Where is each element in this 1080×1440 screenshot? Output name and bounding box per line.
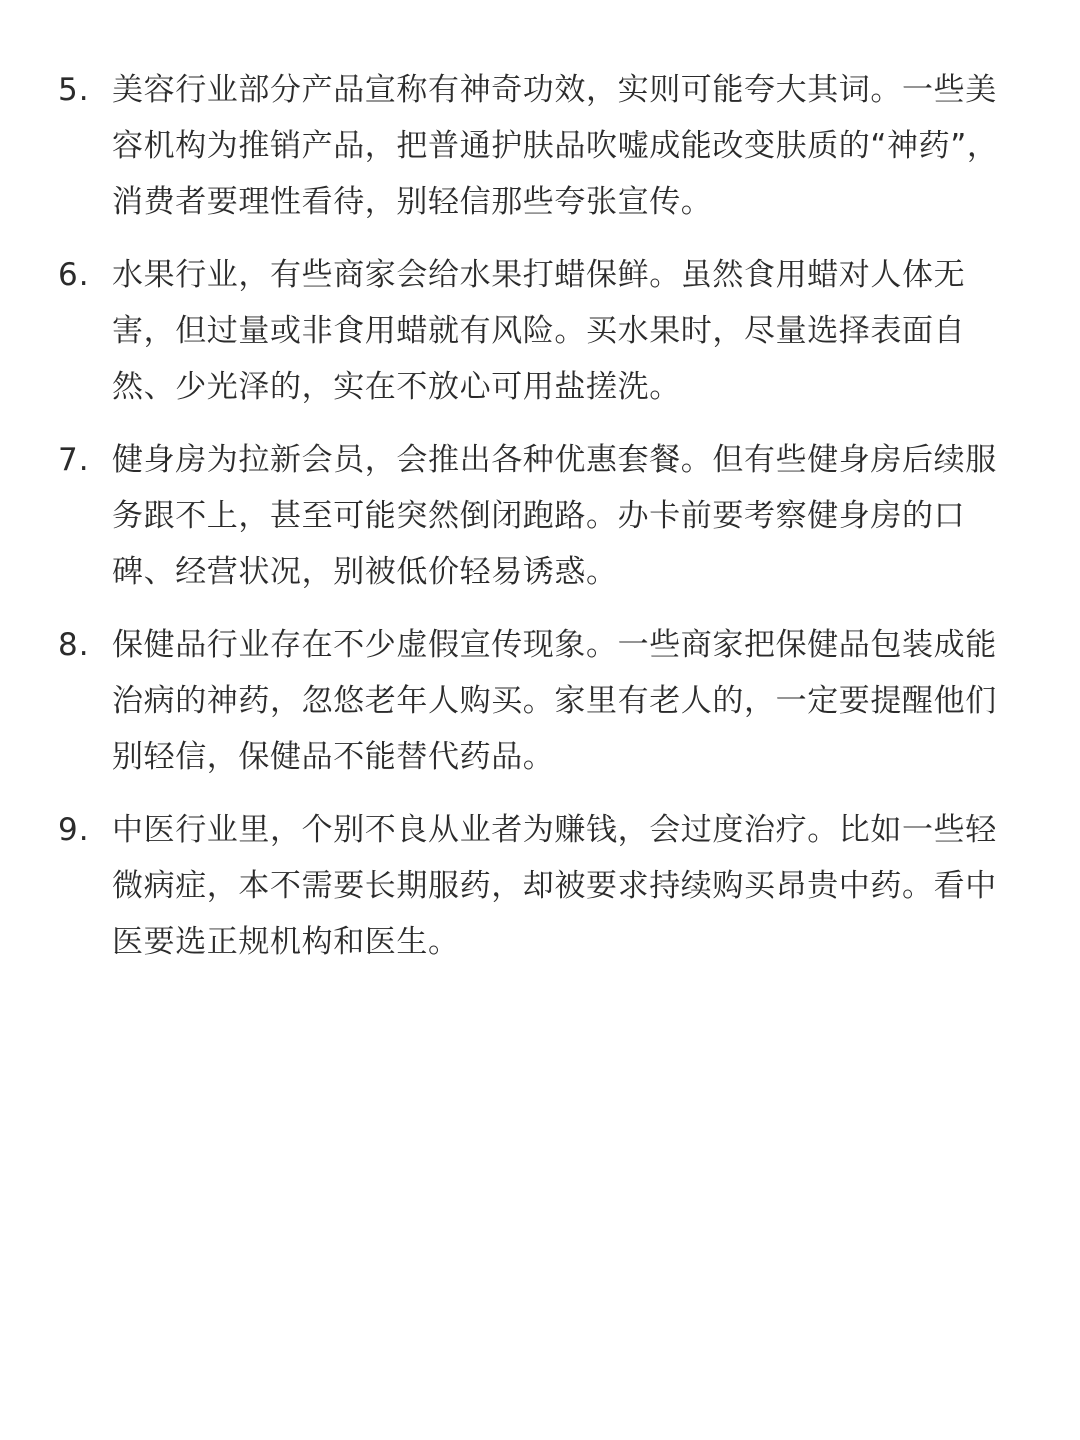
list-item xyxy=(58,62,1010,230)
item-text: 保健品行业存在不少虚假宣传现象。一些商家把保健品包装成能治病的神药，忽悠老年人购买。家里有老人的，一定要提醒他们别轻信，保健品不能替代药品。 xyxy=(112,627,997,775)
item-number: 7. xyxy=(58,442,90,478)
item-number: 5. xyxy=(58,72,90,108)
list-item xyxy=(58,432,1010,600)
item-text: 水果行业，有些商家会给水果打蜡保鲜。虽然食用蜡对人体无害，但过量或非食用蜡就有风险。买水果时，尽量选择表面自然、少光泽的，实在不放心可用盐搓洗。 xyxy=(112,257,966,405)
list-item xyxy=(58,247,1010,415)
item-text: 健身房为拉新会员，会推出各种优惠套餐。但有些健身房后续服务跟不上，甚至可能突然倒闭跑路。办卡前要考察健身房的口碑、经营状况，别被低价轻易诱惑。 xyxy=(112,442,997,590)
item-number: 6. xyxy=(58,257,90,293)
tips-list xyxy=(58,62,1010,970)
item-number: 9. xyxy=(58,812,90,848)
item-text: 美容行业部分产品宣称有神奇功效，实则可能夸大其词。一些美容机构为推销产品，把普通护肤品吹嘘成能改变肤质的“神药”，消费者要理性看待，别轻信那些夸张宣传。 xyxy=(112,72,999,220)
list-item xyxy=(58,802,1010,970)
list-item xyxy=(58,617,1010,785)
item-number: 8. xyxy=(58,627,90,663)
item-text: 中医行业里，个别不良从业者为赚钱，会过度治疗。比如一些轻微病症，本不需要长期服药，却被要求持续购买昂贵中药。看中医要选正规机构和医生。 xyxy=(112,812,997,960)
